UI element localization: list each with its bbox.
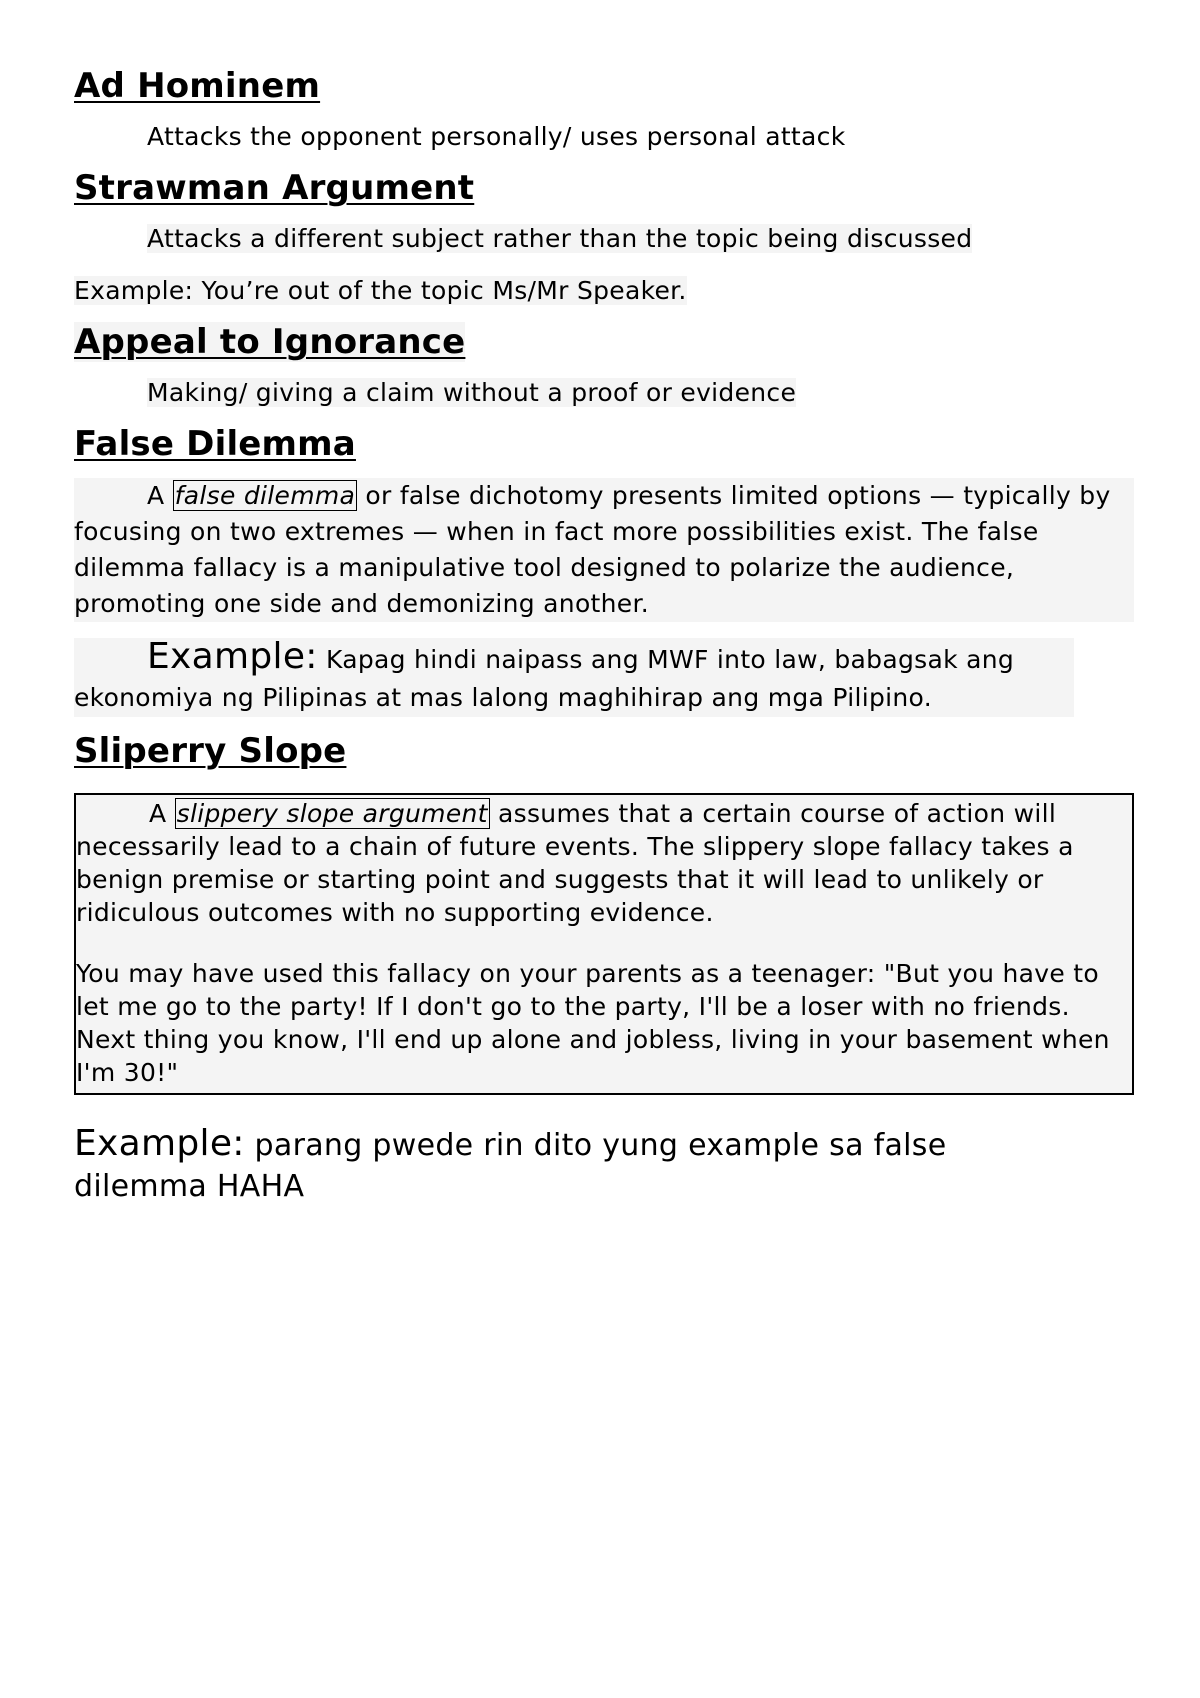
term-false-dilemma: false dilemma (174, 481, 356, 510)
example-strawman-text: Example: You’re out of the topic Ms/Mr Speaker. (74, 276, 687, 305)
section-ad-hominem (74, 66, 1138, 154)
example-false-dilemma-label: Example: (147, 636, 318, 677)
definition-strawman (74, 222, 1138, 256)
heading-strawman: Strawman Argument (74, 168, 475, 208)
heading-appeal-to-ignorance: Appeal to Ignorance (74, 322, 466, 362)
section-strawman (74, 168, 1138, 308)
definition-false-dilemma-rest: or false dichotomy presents limited options — typically by focusing on two extremes — when in fact more possibilities exist. The false dilemma fallacy is a manipulative tool designed to polarize the audience, promoting one side and demonizing another. (74, 481, 1111, 618)
example-slippery-slope (74, 1123, 1074, 1207)
quote-box-slippery-slope (74, 793, 1134, 1095)
definition-slippery-slope (76, 797, 1132, 929)
definition-ad-hominem (74, 120, 1138, 154)
heading-ad-hominem: Ad Hominem (74, 66, 321, 106)
heading-false-dilemma: False Dilemma (74, 424, 356, 464)
paragraph-slippery-slope-example: You may have used this fallacy on your parents as a teenager: "But you have to let me go to the party! If I don't go to the party, I'll be a loser with no friends. Next thing you know, I'll end up alone and jobless, living in your basement when I'm 30!" (76, 959, 1110, 1087)
section-appeal-to-ignorance (74, 322, 1138, 410)
definition-slippery-slope-start: A (149, 799, 175, 828)
example-slippery-slope-text: parang pwede rin dito yung example sa false dilemma HAHA (74, 1128, 947, 1204)
definition-false-dilemma-start: A (147, 481, 173, 510)
heading-slippery-slope: Sliperry Slope (74, 731, 347, 771)
section-false-dilemma (74, 424, 1138, 717)
term-slippery-slope: slippery slope argument (176, 799, 488, 828)
definition-appeal-to-ignorance (74, 376, 1138, 410)
example-slippery-slope-label: Example: (74, 1123, 245, 1164)
example-false-dilemma (74, 638, 1074, 717)
example-strawman (74, 274, 1138, 308)
example-false-dilemma-text: Kapag hindi naipass ang MWF into law, babagsak ang ekonomiya ng Pilipinas at mas lalong maghihirap ang mga Pilipino. (74, 645, 1015, 712)
definition-appeal-to-ignorance-text: Making/ giving a claim without a proof or evidence (147, 378, 797, 407)
definition-false-dilemma (74, 478, 1134, 622)
definition-strawman-text: Attacks a different subject rather than the topic being discussed (147, 224, 973, 253)
definition-slippery-slope-rest: assumes that a certain course of action will necessarily lead to a chain of future events. The slippery slope fallacy takes a benign premise or starting point and suggests that it will lead to unlikely or ridiculous outcomes with no supporting evidence. (76, 799, 1074, 927)
document-page (74, 66, 1138, 1207)
definition-ad-hominem-text: Attacks the opponent personally/ uses personal attack (147, 122, 846, 151)
section-slippery-slope (74, 731, 1138, 1207)
